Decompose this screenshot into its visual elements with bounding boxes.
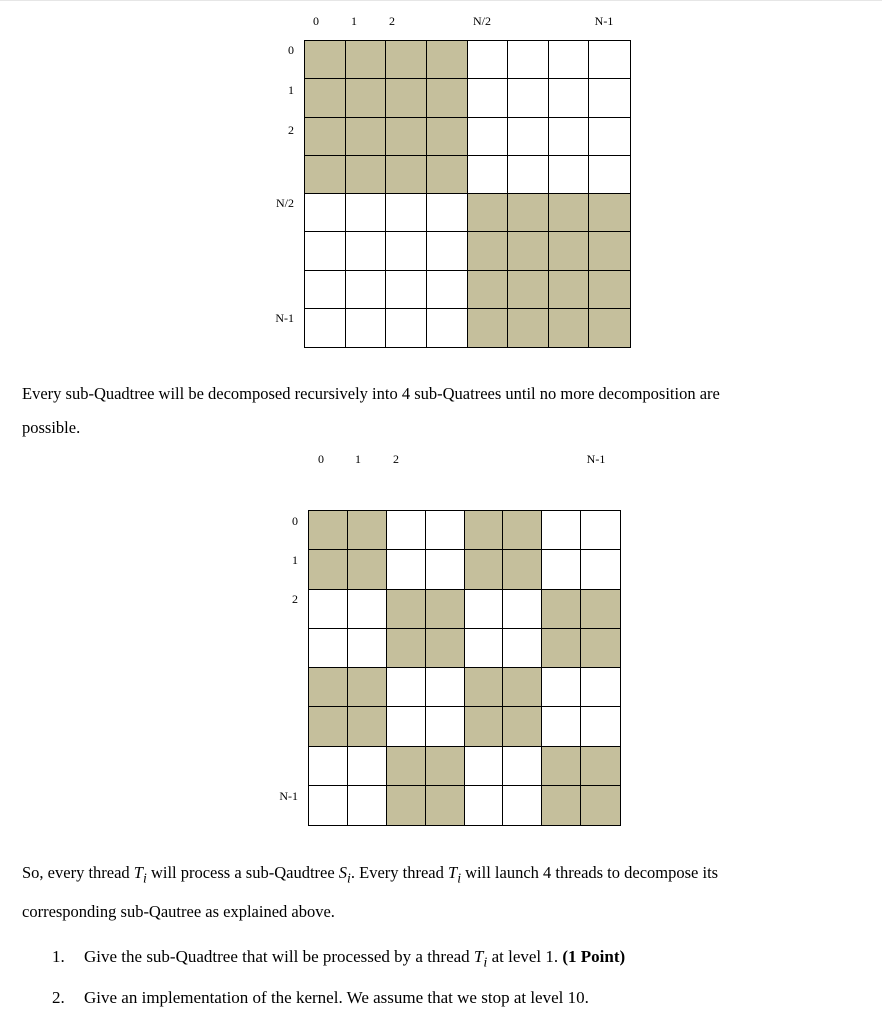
grid-cell-filled xyxy=(305,79,346,117)
grid-cell-filled xyxy=(581,590,620,629)
grid-cell-empty xyxy=(426,511,465,550)
grid-cell-empty xyxy=(508,41,549,79)
paragraph-line-1: So, every thread $T_i$ will process a sub-Qaudtree $S_i$. Every thread $T_i$ will launch 4 threads to decompose its xyxy=(22,863,719,886)
grid-cell-filled xyxy=(465,668,504,707)
grid-cell-filled xyxy=(581,786,620,825)
grid-cell-filled xyxy=(581,747,620,786)
grid-cell-empty xyxy=(386,271,427,309)
grid-cell-filled xyxy=(386,41,427,79)
grid-cell-empty xyxy=(427,309,468,347)
grid-cell-empty xyxy=(427,232,468,270)
paragraph-line-2: corresponding sub-Qautree as explained above. xyxy=(22,902,335,922)
grid-cell-empty xyxy=(348,629,387,668)
grid-cell-filled xyxy=(386,79,427,117)
grid-cell-filled xyxy=(305,41,346,79)
grid-cell-filled xyxy=(508,194,549,232)
grid-cell-filled xyxy=(468,232,509,270)
grid-cell-filled xyxy=(386,118,427,156)
row-label-last: N-1 xyxy=(279,789,298,803)
grid-cell-empty xyxy=(542,668,581,707)
grid-cell-filled xyxy=(503,707,542,746)
paragraph-decomposition xyxy=(22,377,852,445)
grid-cell-filled xyxy=(465,707,504,746)
row-label-0: 0 xyxy=(288,43,294,57)
grid-cell-filled xyxy=(309,707,348,746)
grid-cell-empty xyxy=(427,194,468,232)
grid-cell-filled xyxy=(581,629,620,668)
quadtree-grid-level-0 xyxy=(304,40,631,348)
grid-cell-empty xyxy=(309,747,348,786)
row-label-0: 0 xyxy=(292,514,298,528)
quadtree-grid-level-1 xyxy=(308,510,621,826)
grid-cell-filled xyxy=(549,309,590,347)
grid-cell-empty xyxy=(309,629,348,668)
grid-cell-filled xyxy=(468,271,509,309)
col-label-half: N/2 xyxy=(473,14,491,28)
grid-cell-filled xyxy=(305,156,346,194)
grid-cell-filled xyxy=(589,194,630,232)
col-label-2: 2 xyxy=(393,452,399,466)
grid-cell-empty xyxy=(503,747,542,786)
grid-cell-filled xyxy=(468,194,509,232)
col-label-last: N-1 xyxy=(586,452,606,466)
grid-cell-empty xyxy=(542,707,581,746)
grid-cell-empty xyxy=(427,271,468,309)
paragraph-threads xyxy=(22,856,852,929)
question-item-1: 1. Give the sub-Quadtree that will be processed by a thread $T_i$ at level 1. (1 Point) xyxy=(52,947,626,971)
grid-cell-filled xyxy=(468,309,509,347)
grid-cell-empty xyxy=(549,118,590,156)
grid-cell-empty xyxy=(508,79,549,117)
col-label-2: 2 xyxy=(389,14,395,28)
grid-cell-empty xyxy=(465,786,504,825)
grid-cell-empty xyxy=(581,668,620,707)
question-item-2: 2. Give an implementation of the kernel. We assume that we stop at level 10. xyxy=(52,988,589,1008)
col-label-1: 1 xyxy=(355,452,361,466)
grid-cell-filled xyxy=(387,786,426,825)
grid-cell-empty xyxy=(549,79,590,117)
grid-cell-empty xyxy=(348,590,387,629)
row-label-2: 2 xyxy=(292,592,298,606)
top-divider xyxy=(0,0,882,1)
grid-cell-empty xyxy=(387,668,426,707)
grid-cell-empty xyxy=(581,707,620,746)
grid-cell-empty xyxy=(309,590,348,629)
grid-cell-empty xyxy=(589,79,630,117)
grid-cell-filled xyxy=(426,747,465,786)
grid-cell-empty xyxy=(346,309,387,347)
grid-cell-filled xyxy=(426,590,465,629)
grid-cell-empty xyxy=(542,511,581,550)
grid-cell-empty xyxy=(305,271,346,309)
grid-cell-filled xyxy=(465,511,504,550)
grid-cell-empty xyxy=(581,550,620,589)
grid-cell-empty xyxy=(387,550,426,589)
grid-cell-filled xyxy=(426,786,465,825)
grid-cell-filled xyxy=(309,511,348,550)
grid-cell-empty xyxy=(386,309,427,347)
grid-cell-empty xyxy=(309,786,348,825)
grid-cell-filled xyxy=(542,786,581,825)
grid-cell-empty xyxy=(465,747,504,786)
grid-cell-empty xyxy=(503,786,542,825)
grid-cell-empty xyxy=(348,747,387,786)
grid-cell-filled xyxy=(503,511,542,550)
grid-cell-empty xyxy=(348,786,387,825)
grid-cell-filled xyxy=(386,156,427,194)
grid-cell-empty xyxy=(549,41,590,79)
grid-cell-empty xyxy=(387,707,426,746)
grid-cell-filled xyxy=(348,511,387,550)
grid-cell-empty xyxy=(465,629,504,668)
grid-cell-empty xyxy=(346,232,387,270)
grid-cell-filled xyxy=(503,550,542,589)
grid-cell-filled xyxy=(348,668,387,707)
grid-cell-filled xyxy=(542,747,581,786)
grid-cell-filled xyxy=(465,550,504,589)
grid-cell-empty xyxy=(305,194,346,232)
col-label-0: 0 xyxy=(318,452,324,466)
grid-cell-filled xyxy=(346,79,387,117)
grid-cell-filled xyxy=(426,629,465,668)
grid-cell-empty xyxy=(426,550,465,589)
grid-cell-empty xyxy=(503,629,542,668)
grid-cell-empty xyxy=(468,79,509,117)
grid-cell-filled xyxy=(427,118,468,156)
grid-cell-empty xyxy=(589,41,630,79)
points-label: (1 Point) xyxy=(562,947,626,966)
paragraph-line-2: possible. xyxy=(22,418,81,437)
grid-cell-filled xyxy=(542,629,581,668)
grid-cell-filled xyxy=(508,232,549,270)
grid-cell-empty xyxy=(386,232,427,270)
grid-cell-filled xyxy=(589,309,630,347)
grid-cell-empty xyxy=(549,156,590,194)
col-label-0: 0 xyxy=(313,14,319,28)
grid-cell-empty xyxy=(589,156,630,194)
grid-cell-empty xyxy=(589,118,630,156)
grid-cell-filled xyxy=(346,156,387,194)
grid-cell-filled xyxy=(387,747,426,786)
row-label-2: 2 xyxy=(288,123,294,137)
grid-cell-empty xyxy=(542,550,581,589)
grid-cell-filled xyxy=(508,309,549,347)
grid-cell-filled xyxy=(427,41,468,79)
grid-cell-filled xyxy=(427,156,468,194)
grid-cell-empty xyxy=(305,309,346,347)
grid-cell-filled xyxy=(346,118,387,156)
grid-cell-filled xyxy=(542,590,581,629)
grid-cell-filled xyxy=(305,118,346,156)
grid-cell-filled xyxy=(503,668,542,707)
grid-cell-filled xyxy=(549,271,590,309)
grid-cell-filled xyxy=(346,41,387,79)
grid-cell-filled xyxy=(309,668,348,707)
grid-cell-empty xyxy=(468,118,509,156)
row-label-last: N-1 xyxy=(275,311,294,325)
grid-cell-empty xyxy=(346,271,387,309)
grid-cell-filled xyxy=(549,194,590,232)
row-label-1: 1 xyxy=(292,553,298,567)
grid-cell-empty xyxy=(468,41,509,79)
question-list xyxy=(52,939,852,1016)
grid-cell-filled xyxy=(309,550,348,589)
grid-cell-empty xyxy=(387,511,426,550)
row-label-half: N/2 xyxy=(276,196,294,210)
grid-cell-empty xyxy=(386,194,427,232)
grid-cell-filled xyxy=(348,707,387,746)
col-label-1: 1 xyxy=(351,14,357,28)
grid-cell-filled xyxy=(549,232,590,270)
col-label-last: N-1 xyxy=(594,14,614,28)
grid-cell-empty xyxy=(426,668,465,707)
paragraph-line-1: Every sub-Quadtree will be decomposed recursively into 4 sub-Quatrees until no more decomposition are xyxy=(22,384,720,403)
row-label-1: 1 xyxy=(288,83,294,97)
grid-cell-filled xyxy=(589,232,630,270)
grid-cell-empty xyxy=(426,707,465,746)
grid-cell-filled xyxy=(387,629,426,668)
grid-cell-filled xyxy=(427,79,468,117)
grid-cell-filled xyxy=(589,271,630,309)
grid-cell-empty xyxy=(468,156,509,194)
grid-cell-empty xyxy=(465,590,504,629)
grid-cell-empty xyxy=(305,232,346,270)
grid-cell-filled xyxy=(387,590,426,629)
grid-cell-empty xyxy=(508,156,549,194)
grid-cell-empty xyxy=(503,590,542,629)
grid-cell-empty xyxy=(581,511,620,550)
grid-cell-filled xyxy=(348,550,387,589)
grid-cell-empty xyxy=(346,194,387,232)
grid-cell-empty xyxy=(508,118,549,156)
grid-cell-filled xyxy=(508,271,549,309)
